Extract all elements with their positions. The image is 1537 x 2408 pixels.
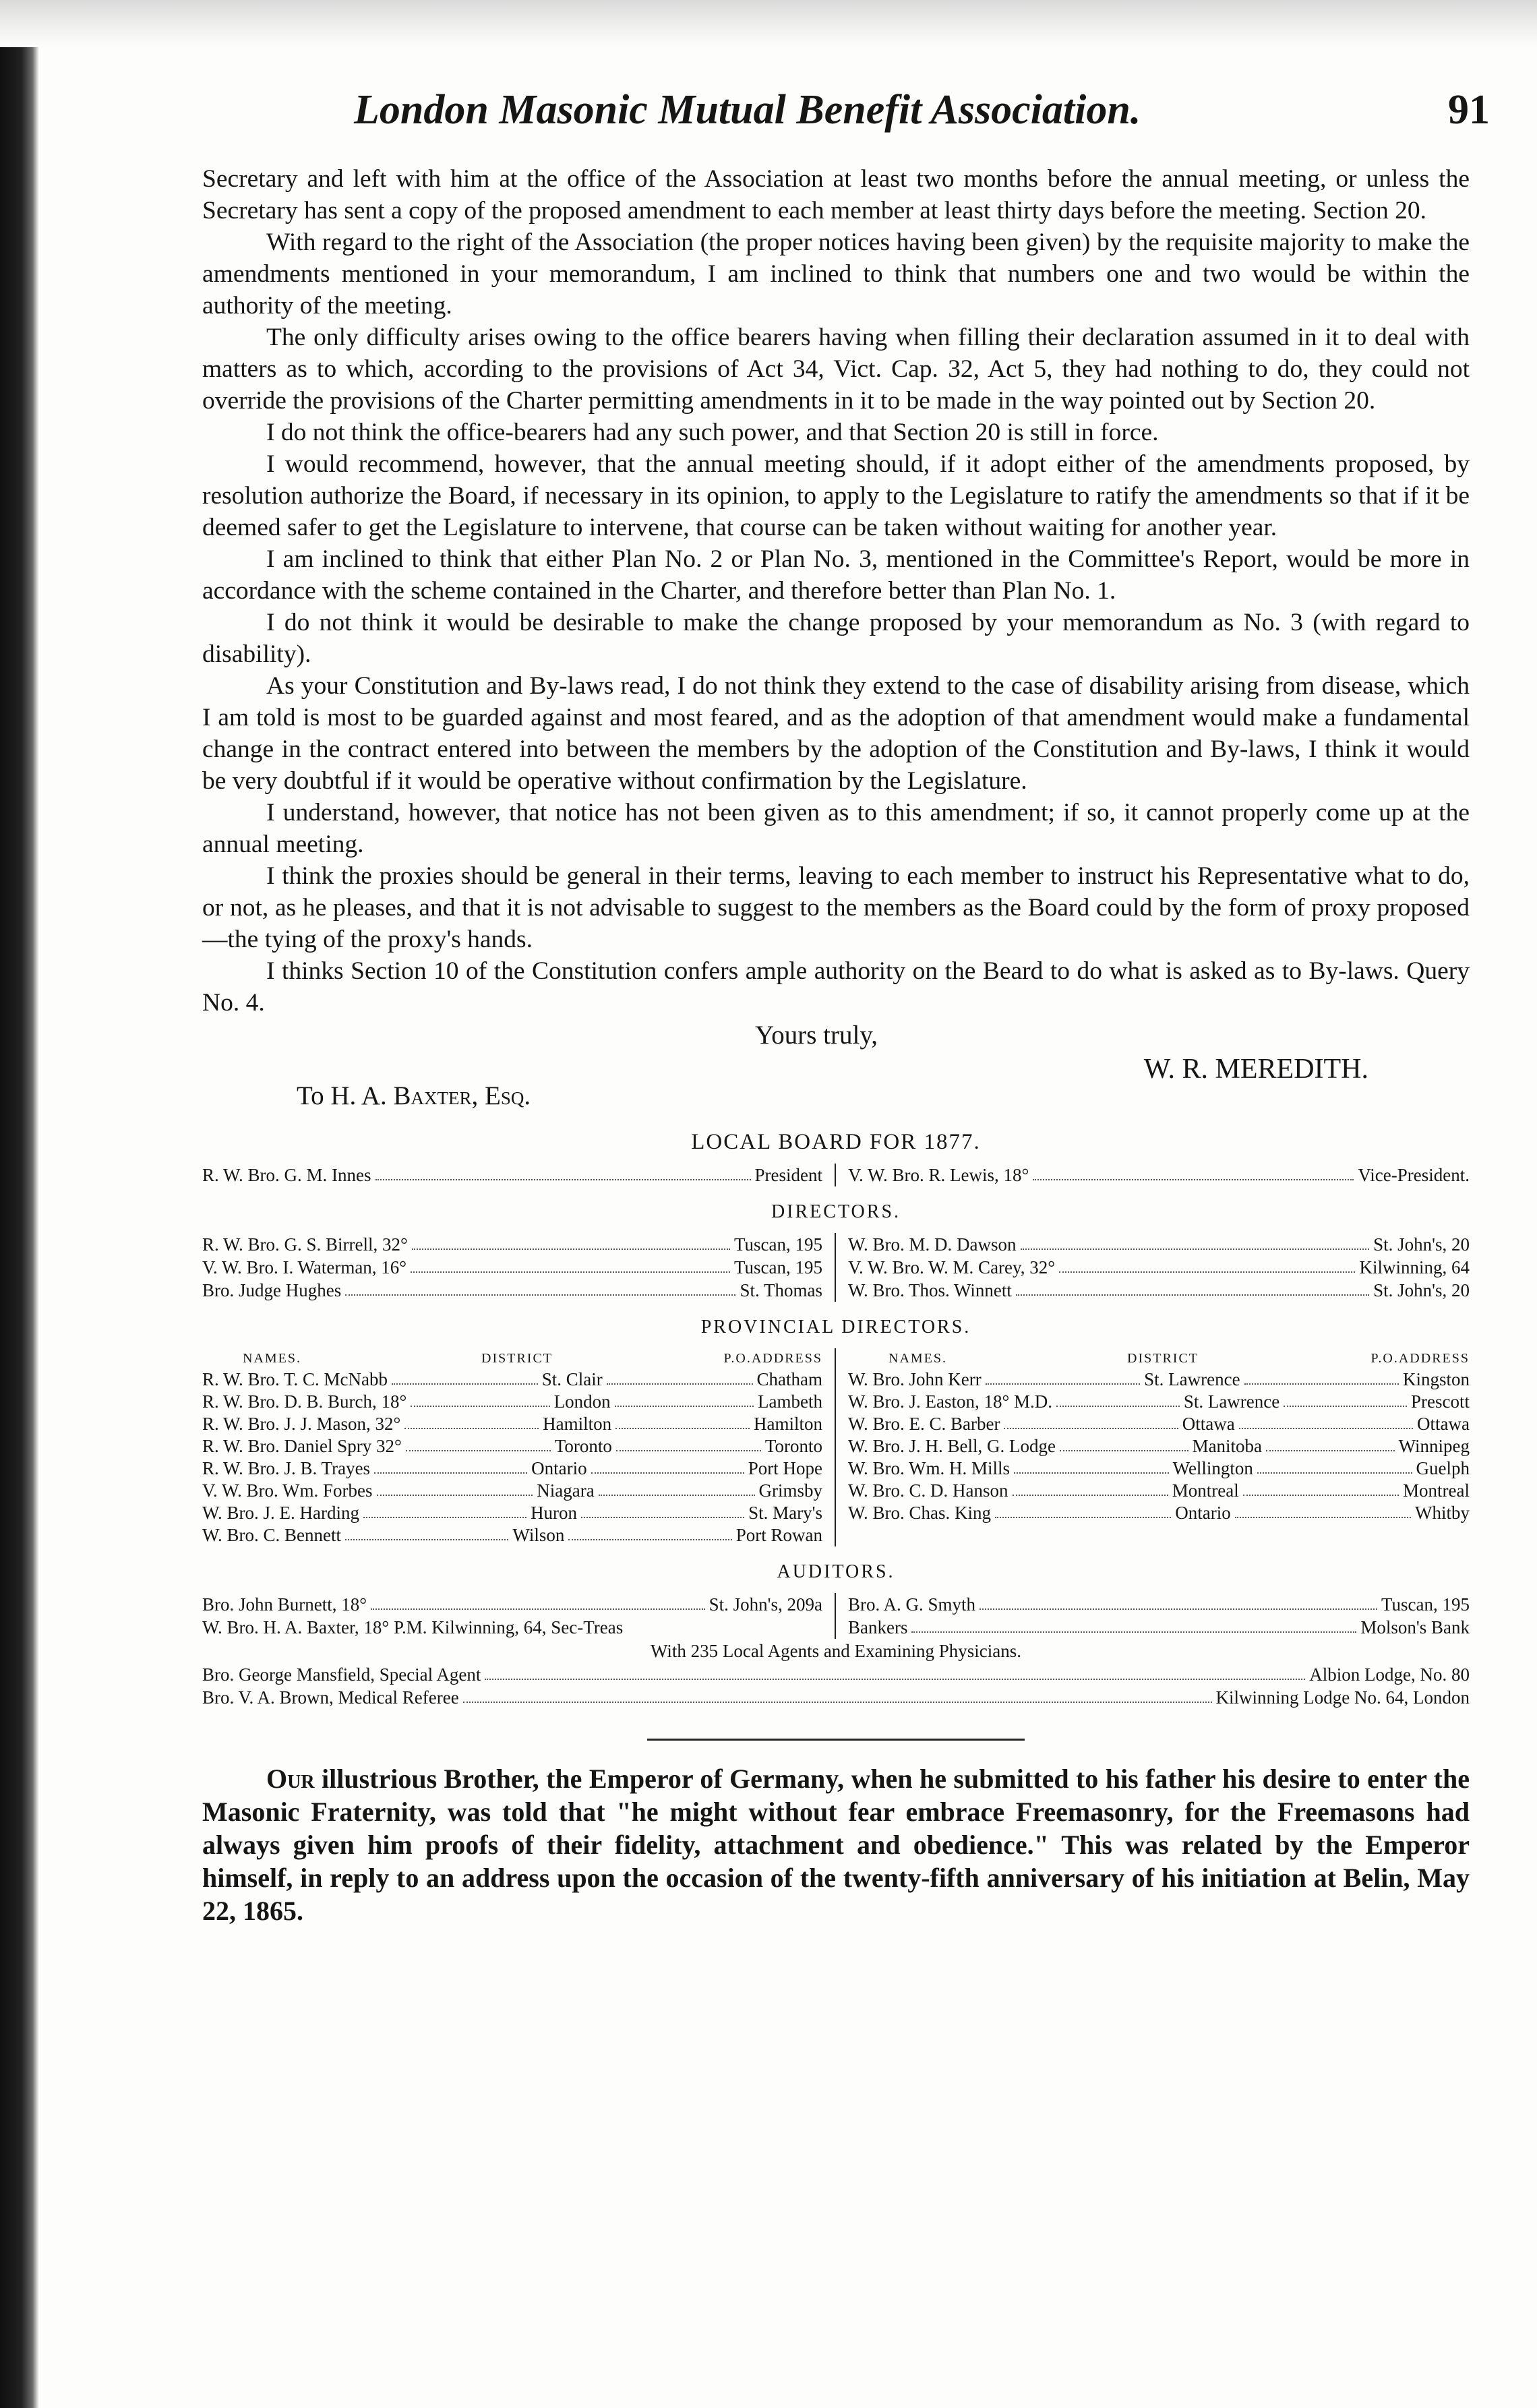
director-lodge: Tuscan, 195 xyxy=(733,1257,822,1277)
director-lodge: St. Thomas xyxy=(740,1280,822,1300)
medical-referee-row: Bro. V. A. Brown, Medical Referee Kilwinning Lodge No. 64, London xyxy=(202,1687,1470,1708)
page xyxy=(202,74,1490,2353)
valediction: Yours truly, xyxy=(755,1021,878,1050)
provincial-district: Toronto xyxy=(554,1436,612,1456)
auditors-list xyxy=(202,1593,1470,1639)
auditor-name: Bro. John Burnett, 18° xyxy=(202,1594,367,1615)
provincial-name: W. Bro. Chas. King xyxy=(848,1503,992,1523)
directors-list xyxy=(202,1233,1470,1302)
provincial-address: Winnipeg xyxy=(1398,1436,1470,1456)
provincial-address: Hamilton xyxy=(754,1414,822,1434)
provincial-address: Prescott xyxy=(1411,1391,1470,1412)
provincial-name: R. W. Bro. J. B. Trayes xyxy=(202,1458,371,1478)
vice-president-role: Vice-President. xyxy=(1358,1165,1470,1185)
signature: W. R. MEREDITH. xyxy=(1143,1054,1368,1085)
local-board-title: LOCAL BOARD FOR 1877. xyxy=(691,1130,981,1154)
col-district-header: DISTRICT xyxy=(481,1351,553,1366)
paragraph: I think the proxies should be general in their terms, leaving to each member to instruct his Representative what to do, or not, as he pleases, and that it is not advisable to suggest to the members as the Board could by the form of proxy proposed—the tying of the proxy's hands. xyxy=(202,862,1470,953)
special-agent-row: Bro. George Mansfield, Special Agent Albion Lodge, No. 80 xyxy=(202,1664,1470,1685)
provincial-address: St. Mary's xyxy=(748,1503,823,1523)
provincial-district: Huron xyxy=(531,1503,578,1523)
page-number: 91 xyxy=(1448,87,1490,133)
auditor-name: W. Bro. H. A. Baxter, 18° P.M. Kilwinning, 64, Sec-Treas xyxy=(202,1617,624,1637)
provincial-director-row xyxy=(848,1457,1470,1480)
provincial-name: V. W. Bro. Wm. Forbes xyxy=(202,1480,373,1501)
provincial-name: W. Bro. C. D. Hanson xyxy=(848,1480,1008,1501)
director-lodge: St. John's, 20 xyxy=(1373,1234,1470,1255)
provincial-address: Kingston xyxy=(1402,1369,1470,1389)
provincial-district: Ottawa xyxy=(1182,1414,1235,1434)
provincial-district: Wellington xyxy=(1172,1458,1253,1478)
addressee-prefix: To H. A. xyxy=(297,1081,394,1110)
vice-president-name: V. W. Bro. R. Lewis, 18° xyxy=(848,1165,1029,1185)
auditor-name: Bankers xyxy=(848,1617,908,1637)
auditor-row xyxy=(202,1593,1470,1616)
provincial-director-row xyxy=(848,1413,1470,1435)
provincial-address: Chatham xyxy=(756,1369,823,1389)
director-lodge: Kilwinning, 64 xyxy=(1359,1257,1470,1277)
paragraph: Secretary and left with him at the office of the Association at least two months before the annual meeting, or unless the Secretary has sent a copy of the proposed amendment to each member at least thirty days before the meeting. Section 20. xyxy=(202,165,1470,224)
provincial-name: W. Bro. John Kerr xyxy=(848,1369,982,1389)
director-lodge: Tuscan, 195 xyxy=(733,1234,822,1255)
provincial-director-row xyxy=(202,1480,822,1502)
provincial-district: St. Lawrence xyxy=(1183,1391,1280,1412)
auditor-lodge: Tuscan, 195 xyxy=(1381,1594,1470,1615)
provincial-name: R. W. Bro. J. J. Mason, 32° xyxy=(202,1414,401,1434)
director-lodge: St. John's, 20 xyxy=(1373,1280,1470,1300)
provincial-address: Ottawa xyxy=(1417,1414,1470,1434)
provincial-name: W. Bro. J. Easton, 18° M.D. xyxy=(848,1391,1053,1412)
provincial-address: Grimsby xyxy=(758,1480,822,1501)
provincial-director-row xyxy=(848,1480,1470,1502)
provincial-address: Lambeth xyxy=(758,1391,823,1412)
provincial-director-row xyxy=(202,1435,822,1457)
auditor-name: Bro. A. G. Smyth xyxy=(848,1594,976,1615)
paragraph: I understand, however, that notice has not been given as to this amendment; if so, it cannot properly come up at the annual meeting. xyxy=(202,799,1470,858)
provincial-director-row xyxy=(202,1524,822,1546)
provincial-director-row xyxy=(202,1413,822,1435)
col-address-header: P.O.ADDRESS xyxy=(1370,1351,1470,1366)
provincial-district: St. Lawrence xyxy=(1144,1369,1240,1389)
paragraph: With regard to the right of the Association (the proper notices having been given) by the requisite majority to make the amendments mentioned in your memorandum, I am inclined to think that numbers one and two would be within the authority of the meeting. xyxy=(202,229,1470,320)
president-role: President xyxy=(754,1165,822,1185)
provincial-name: W. Bro. J. H. Bell, G. Lodge xyxy=(848,1436,1056,1456)
provincial-name: W. Bro. J. E. Harding xyxy=(202,1503,359,1523)
provincial-director-row xyxy=(848,1391,1470,1413)
running-title: London Masonic Mutual Benefit Association. xyxy=(354,87,1141,133)
paragraph: I do not think the office-bearers had any such power, and that Section 20 is still in force. xyxy=(266,419,1159,446)
paragraph: I do not think it would be desirable to make the change proposed by your memorandum as No. 3 (with regard to disability). xyxy=(202,609,1470,668)
paragraph: As your Constitution and By-laws read, I do not think they extend to the case of disability arising from disease, which I am told is most to be guarded against and most feared, and as the adoption of that amendment would make a fundamental change in the contract entered into between the members by the adoption of the Constitution and By-laws, I think it would be very doubtful if it would be operative without confirmation by the Legislature. xyxy=(202,672,1470,795)
provincial-director-row xyxy=(202,1502,822,1524)
provincial-address: Port Rowan xyxy=(735,1525,823,1545)
director-name: W. Bro. M. D. Dawson xyxy=(848,1234,1017,1255)
provincial-name: W. Bro. Wm. H. Mills xyxy=(848,1458,1011,1478)
scan-edge-left xyxy=(0,0,39,2408)
provincial-director-row xyxy=(848,1502,1470,1524)
provincial-name: W. Bro. E. C. Barber xyxy=(848,1414,1000,1434)
provincial-address: Toronto xyxy=(764,1436,822,1456)
provincial-name: W. Bro. C. Bennett xyxy=(202,1525,341,1545)
provincial-address: Whitby xyxy=(1415,1503,1470,1523)
provincial-director-row xyxy=(202,1368,822,1391)
auditor-lodge: Molson's Bank xyxy=(1360,1617,1470,1637)
scan-edge-top xyxy=(0,0,1537,47)
director-name: V. W. Bro. W. M. Carey, 32° xyxy=(848,1257,1056,1277)
auditors-title: AUDITORS. xyxy=(777,1561,895,1582)
provincial-director-row xyxy=(848,1435,1470,1457)
director-name: W. Bro. Thos. Winnett xyxy=(848,1280,1012,1300)
director-name: V. W. Bro. I. Waterman, 16° xyxy=(202,1257,407,1277)
addressee xyxy=(297,1079,531,1113)
provincial-district: Niagara xyxy=(537,1480,595,1501)
director-row xyxy=(202,1256,1470,1279)
emperor-anecdote xyxy=(202,1762,1470,1927)
running-header xyxy=(202,74,1490,148)
local-agents-note: With 235 Local Agents and Examining Physicians. xyxy=(650,1641,1022,1661)
provincial-name: R. W. Bro. D. B. Burch, 18° xyxy=(202,1391,407,1412)
auditor-lodge: St. John's, 209a xyxy=(709,1594,822,1615)
anecdote-text: illustrious Brother, the Emperor of Germany, when he submitted to his father his desire to enter the Masonic Fraternity, was told that "he might without fear embrace Freemasonry, for the Freemasons had always given him proofs of their fidelity, attachment and obedience." This was related by the Emperor himself, in reply to an address upon the occasion of the twenty-fifth anniversary of his initiation at Belin, May 22, 1865. xyxy=(202,1764,1470,1926)
letter-closing xyxy=(202,1019,1470,1120)
col-district-header: DISTRICT xyxy=(1127,1351,1199,1366)
provincial-district: St. Clair xyxy=(541,1369,603,1389)
provincial-name: R. W. Bro. Daniel Spry 32° xyxy=(202,1436,402,1456)
president-name: R. W. Bro. G. M. Innes xyxy=(202,1165,371,1185)
director-name: Bro. Judge Hughes xyxy=(202,1280,342,1300)
officers-row xyxy=(202,1164,1470,1186)
paragraph: I would recommend, however, that the annual meeting should, if it adopt either of the amendments proposed, by resolution authorize the Board, if necessary in its opinion, to apply to the Legislature to ratify the amendments so that if it be deemed safer to get the Legislature to intervene, that course can be taken without waiting for another year. xyxy=(202,450,1470,541)
letter-body xyxy=(202,163,1470,1927)
provincial-district: London xyxy=(553,1391,611,1412)
provincial-director-row xyxy=(848,1368,1470,1391)
provincial-district: Manitoba xyxy=(1192,1436,1263,1456)
provincial-district: Ontario xyxy=(531,1458,587,1478)
provincial-directors-title: PROVINCIAL DIRECTORS. xyxy=(700,1317,971,1337)
director-row xyxy=(202,1233,1470,1256)
provincial-address: Port Hope xyxy=(748,1458,822,1478)
paragraph: The only difficulty arises owing to the office bearers having when filling their declaration assumed in it to deal with matters as to which, according to the provisions of Act 34, Vict. Cap. 32, Act 5, they had nothing to do, they could not override the provisions of the Charter permitting amendments in it to be made in the way pointed out by Section 20. xyxy=(202,324,1470,415)
provincial-name: R. W. Bro. T. C. McNabb xyxy=(202,1369,388,1389)
director-name: R. W. Bro. G. S. Birrell, 32° xyxy=(202,1234,408,1255)
paragraph: I am inclined to think that either Plan No. 2 or Plan No. 3, mentioned in the Committee's Report, would be more in accordance with the scheme contained in the Charter, and therefore better than Plan No. 1. xyxy=(202,545,1470,605)
provincial-address: Montreal xyxy=(1403,1480,1470,1501)
addressee-name: Baxter, Esq. xyxy=(393,1081,531,1110)
directors-title: DIRECTORS. xyxy=(771,1201,901,1222)
anecdote-lead: Our xyxy=(266,1764,315,1794)
provincial-district: Montreal xyxy=(1172,1480,1239,1501)
auditor-row xyxy=(202,1616,1470,1639)
provincial-district: Wilson xyxy=(512,1525,565,1545)
director-row xyxy=(202,1279,1470,1302)
provincial-address: Guelph xyxy=(1416,1458,1470,1478)
provincial-district: Hamilton xyxy=(543,1414,612,1434)
provincial-district: Ontario xyxy=(1175,1503,1231,1523)
paragraph: I thinks Section 10 of the Constitution confers ample authority on the Beard to do what is asked as to By-laws. Query No. 4. xyxy=(202,957,1470,1017)
col-names-header: NAMES. xyxy=(243,1351,302,1366)
provincial-directors-table xyxy=(202,1348,1470,1546)
col-names-header: NAMES. xyxy=(888,1351,948,1366)
col-address-header: P.O.ADDRESS xyxy=(723,1351,822,1366)
section-rule xyxy=(647,1739,1025,1741)
provincial-director-row xyxy=(202,1457,822,1480)
provincial-director-row xyxy=(202,1391,822,1413)
